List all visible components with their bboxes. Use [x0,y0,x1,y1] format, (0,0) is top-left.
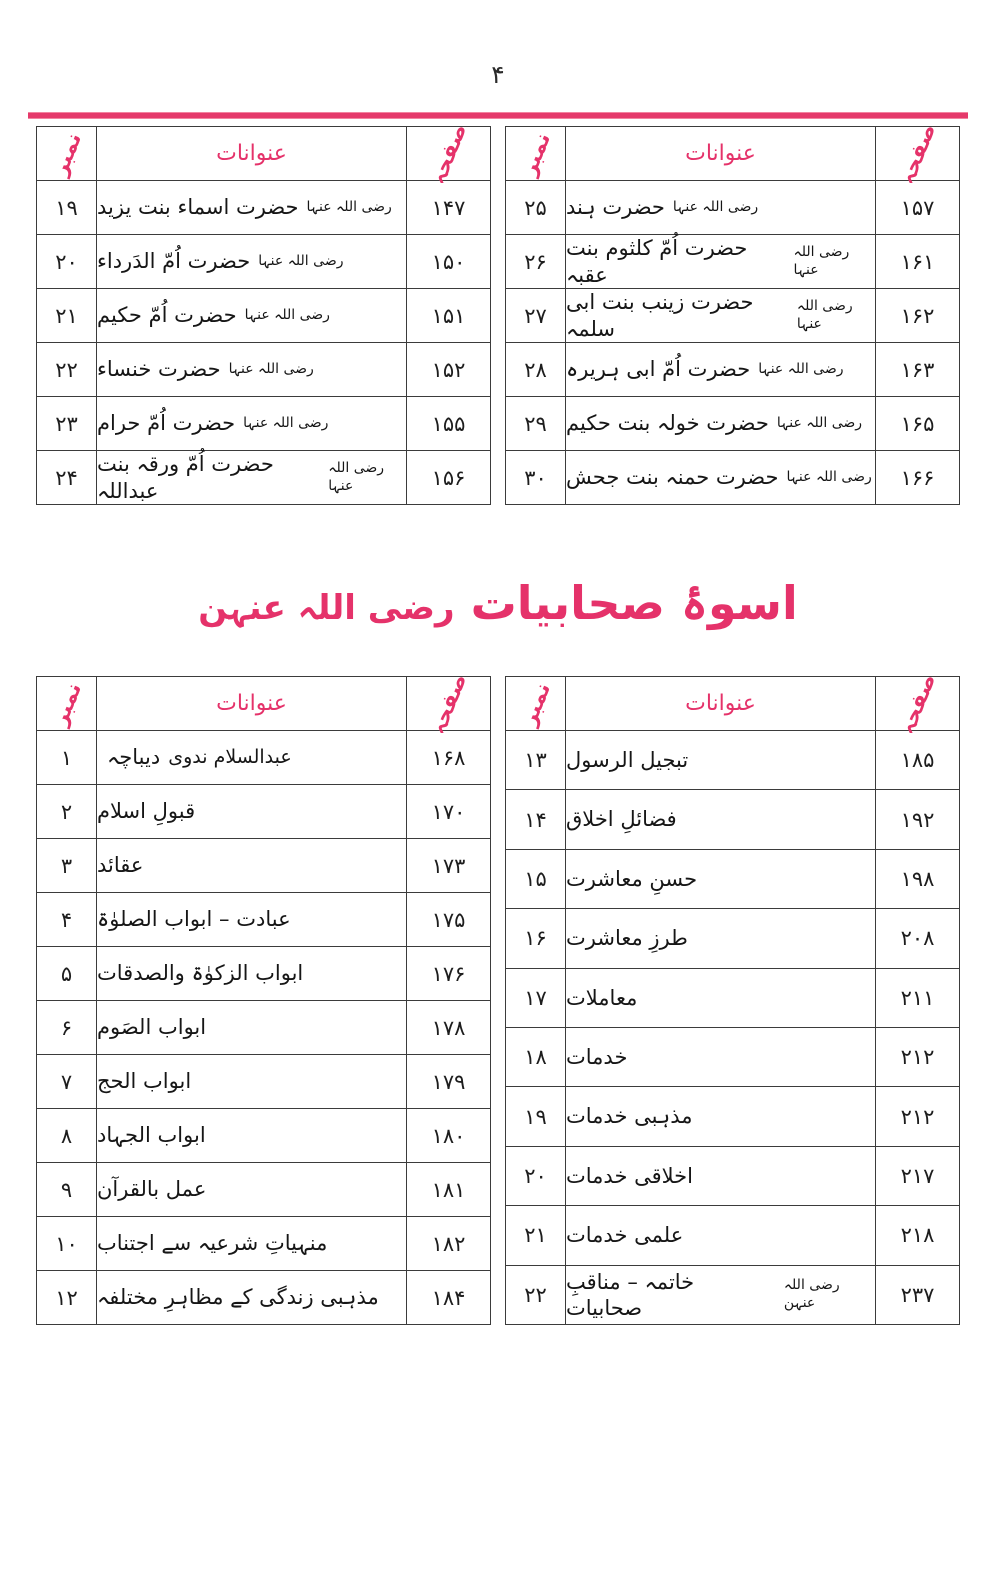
table-row [37,1109,491,1163]
row-page-number: ۱۷۳ [407,839,491,893]
column-header-titles: عنوانات [97,677,407,731]
row-page-number: ۱۷۵ [407,893,491,947]
table-row [506,1146,960,1205]
entry-title-text: حضرت ہند [566,195,665,220]
row-page-number: ۱۴۷ [407,181,491,235]
row-index-number: ۱۷ [506,968,566,1027]
row-index-number: ۱۰ [37,1217,97,1271]
row-index-number: ۱۸ [506,1027,566,1086]
table-row [37,731,491,785]
table-row [37,235,491,289]
row-entry-title [566,397,876,451]
entry-author-name: عبدالسلام ندوی [168,745,292,768]
table-header-row [37,127,491,181]
row-entry-title [566,1265,876,1324]
table-row [37,1001,491,1055]
row-index-number: ۲۱ [506,1206,566,1265]
entry-title-text: حسنِ معاشرت [566,866,698,891]
row-index-number: ۳۰ [506,451,566,505]
table-row [37,1055,491,1109]
entry-honorific-text: رضی اللہ عنہا [776,414,863,431]
row-page-number: ۲۱۲ [876,1087,960,1146]
row-index-number: ۲۶ [506,235,566,289]
table-row [506,181,960,235]
row-entry-title [97,839,407,893]
table-row [506,289,960,343]
entry-honorific-text: رضی اللہ عنہا [758,360,844,377]
entry-title-text: حضرت اُمّ کلثوم بنت عقبہ [566,236,748,287]
entry-title-text: دیباچہ [107,745,161,770]
row-page-number: ۱۸۲ [407,1217,491,1271]
table-row [506,1087,960,1146]
entry-title-text: ابواب الزکوٰۃ والصدقات [97,961,304,986]
row-page-number: ۱۵۶ [407,451,491,505]
row-entry-title [97,397,407,451]
entry-honorific-text: رضی اللہ عنہا [244,306,330,323]
row-index-number: ۲۳ [37,397,97,451]
row-index-number: ۲۷ [506,289,566,343]
row-entry-title [566,235,876,289]
row-entry-title [97,1163,407,1217]
row-page-number: ۲۱۸ [876,1206,960,1265]
row-entry-title [566,790,876,849]
row-entry-title [97,343,407,397]
row-index-number: ۲۱ [37,289,97,343]
row-entry-title [97,451,407,505]
entry-title-text: اخلاقی خدمات [566,1163,693,1188]
entry-honorific-text: رضی اللہ عنہا [796,298,853,332]
entry-title-text: حضرت زینب بنت ابی سلمہ [566,290,754,341]
entry-title-text: عبادت – ابواب الصلوٰۃ [97,907,291,932]
table-row [37,343,491,397]
row-entry-title [97,1217,407,1271]
contents-table-bottom-right [36,669,491,1325]
column-header-page: صفحہ [876,677,960,731]
row-entry-title [566,1087,876,1146]
row-index-number: ۱ [37,731,97,785]
row-index-number: ۱۹ [506,1087,566,1146]
section-heading-honorific: رضی اللہ عنہن [198,588,455,628]
row-index-number: ۲۰ [37,235,97,289]
row-entry-title [97,893,407,947]
row-index-number: ۲۲ [37,343,97,397]
row-index-number: ۲۸ [506,343,566,397]
table-row [506,1265,960,1324]
row-entry-title [566,181,876,235]
column-header-page: صفحہ [407,127,491,181]
row-index-number: ۸ [37,1109,97,1163]
row-entry-title [566,849,876,908]
entry-title-text: حضرت خنساء [97,357,221,382]
table-row [37,839,491,893]
entry-title-text: عقائد [97,853,144,878]
row-page-number: ۱۸۱ [407,1163,491,1217]
entry-title-text: حضرت اُمّ حرام [97,411,236,436]
row-page-number: ۱۵۲ [407,343,491,397]
column-header-number: نمبر [37,127,97,181]
row-page-number: ۱۶۱ [876,235,960,289]
row-index-number: ۳ [37,839,97,893]
entry-title-text: قبولِ اسلام [97,799,196,824]
table-body-bottom-left [506,731,960,1325]
row-index-number: ۱۳ [506,731,566,790]
row-page-number: ۱۶۸ [407,731,491,785]
column-header-number: نمبر [506,677,566,731]
header-rule-divider [28,112,968,119]
row-entry-title [566,451,876,505]
row-entry-title [97,1055,407,1109]
table-header-row [37,677,491,731]
table-body-top-right [37,181,491,505]
row-entry-title [97,1271,407,1325]
entry-title-text: حضرت خولہ بنت حکیم [566,411,769,436]
table-row [37,1163,491,1217]
entry-title-text: حضرت اُمّ ورقہ بنت عبداللہ [97,452,274,503]
row-index-number: ۴ [37,893,97,947]
row-index-number: ۲ [37,785,97,839]
entry-honorific-text: رضی اللہ عنہا [228,360,314,377]
table-row [506,849,960,908]
row-index-number: ۹ [37,1163,97,1217]
table-row [37,1271,491,1325]
row-entry-title [566,343,876,397]
table-row [506,968,960,1027]
row-page-number: ۱۶۵ [876,397,960,451]
row-page-number: ۱۷۸ [407,1001,491,1055]
row-index-number: ۵ [37,947,97,1001]
row-entry-title [97,1109,407,1163]
row-index-number: ۷ [37,1055,97,1109]
row-entry-title [566,968,876,1027]
row-entry-title [566,1146,876,1205]
contents-block-top [0,119,996,505]
table-row [506,1206,960,1265]
table-body-bottom-right [37,731,491,1325]
entry-title-text: خاتمہ – مناقبِ صحابیات [566,1269,695,1320]
row-entry-title [97,1001,407,1055]
row-index-number: ۲۴ [37,451,97,505]
column-header-number: نمبر [506,127,566,181]
entry-title-text: طرزِ معاشرت [566,926,688,951]
table-row [37,947,491,1001]
column-header-page: صفحہ [876,127,960,181]
row-page-number: ۱۵۵ [407,397,491,451]
entry-title-text: فضائلِ اخلاق [566,807,677,832]
row-page-number: ۱۷۹ [407,1055,491,1109]
row-page-number: ۲۱۲ [876,1027,960,1086]
row-page-number: ۱۷۶ [407,947,491,1001]
row-page-number: ۲۱۷ [876,1146,960,1205]
table-row [506,1027,960,1086]
row-page-number: ۱۵۰ [407,235,491,289]
entry-title-text: حضرت اُمّ الدَرداء [97,249,251,274]
contents-table-bottom-left [505,669,960,1325]
table-row [37,1217,491,1271]
table-row [506,343,960,397]
row-index-number: ۱۴ [506,790,566,849]
table-row [506,397,960,451]
entry-title-text: حضرت اسماء بنت یزید [97,195,299,220]
row-entry-title [97,289,407,343]
section-heading [0,572,996,634]
row-entry-title [566,909,876,968]
column-header-number: نمبر [37,677,97,731]
entry-title-text: ابواب الصَوم [97,1015,207,1040]
row-index-number: ۱۵ [506,849,566,908]
entry-honorific-text: رضی اللہ عنہا [328,460,385,494]
entry-title-text: خدمات [566,1045,628,1070]
row-page-number: ۱۶۶ [876,451,960,505]
entry-title-text: حضرت اُمّ ابی ہریرہ [566,357,751,382]
row-entry-title [97,181,407,235]
entry-title-text: ابواب الحج [97,1069,192,1094]
contents-table-top-left [505,119,960,505]
column-header-titles: عنوانات [566,127,876,181]
table-row [37,181,491,235]
row-index-number: ۱۲ [37,1271,97,1325]
table-row [506,731,960,790]
row-index-number: ۲۹ [506,397,566,451]
row-page-number: ۲۱۱ [876,968,960,1027]
page-folio-number: ۴ [491,60,505,89]
entry-title-text: حضرت اُمّ حکیم [97,303,237,328]
row-index-number: ۲۲ [506,1265,566,1324]
entry-honorific-text: رضی اللہ عنہا [243,414,329,431]
row-entry-title [97,731,407,785]
contents-block-bottom [0,669,996,1325]
entry-title-text: منہیاتِ شرعیہ سے اجتناب [97,1231,328,1256]
entry-title-text: مذہبی خدمات [566,1104,693,1129]
row-page-number: ۱۸۵ [876,731,960,790]
table-row [506,790,960,849]
entry-honorific-text: رضی اللہ عنہا [793,244,850,278]
entry-title-text: حضرت حمنہ بنت جحش [566,465,779,490]
row-page-number: ۱۵۱ [407,289,491,343]
row-page-number: ۱۷۰ [407,785,491,839]
entry-title-text: تبجیل الرسول [566,748,689,773]
entry-title-text: معاملات [566,985,638,1010]
entry-honorific-text: رضی اللہ عنہا [258,252,344,269]
table-row [506,909,960,968]
row-index-number: ۶ [37,1001,97,1055]
entry-honorific-text: رضی اللہ عنہا [306,198,392,215]
entry-honorific-text: رضی اللہ عنہن [783,1277,840,1311]
row-entry-title [566,1027,876,1086]
table-header-row [506,127,960,181]
row-entry-title [97,947,407,1001]
row-page-number: ۱۵۷ [876,181,960,235]
entry-honorific-text: رضی اللہ عنہا [786,468,872,485]
row-page-number: ۱۸۰ [407,1109,491,1163]
contents-table-top-right [36,119,491,505]
table-row [37,785,491,839]
entry-title-text: عمل بالقرآن [97,1177,207,1202]
row-index-number: ۱۶ [506,909,566,968]
row-entry-title [97,785,407,839]
row-page-number: ۱۹۸ [876,849,960,908]
table-header-row [506,677,960,731]
table-row [37,451,491,505]
row-entry-title [566,289,876,343]
row-index-number: ۱۹ [37,181,97,235]
column-header-titles: عنوانات [566,677,876,731]
column-header-page: صفحہ [407,677,491,731]
table-row [37,289,491,343]
column-header-titles: عنوانات [97,127,407,181]
row-entry-title [97,235,407,289]
row-page-number: ۲۰۸ [876,909,960,968]
row-index-number: ۲۰ [506,1146,566,1205]
row-page-number: ۱۶۳ [876,343,960,397]
table-row [506,235,960,289]
row-page-number: ۱۸۴ [407,1271,491,1325]
entry-title-text: ابواب الجہاد [97,1123,206,1148]
table-row [506,451,960,505]
entry-honorific-text: رضی اللہ عنہا [672,198,759,215]
table-row [37,397,491,451]
entry-title-text: مذہبی زندگی کے مظاہرِ مختلفہ [97,1285,379,1310]
row-entry-title [566,731,876,790]
row-entry-title [566,1206,876,1265]
table-body-top-left [506,181,960,505]
row-page-number: ۱۹۲ [876,790,960,849]
row-index-number: ۲۵ [506,181,566,235]
row-page-number: ۱۶۲ [876,289,960,343]
row-page-number: ۲۳۷ [876,1265,960,1324]
entry-title-text: علمی خدمات [566,1223,684,1248]
table-row [37,893,491,947]
section-heading-main: اسوۂ صحابیات [470,576,798,630]
